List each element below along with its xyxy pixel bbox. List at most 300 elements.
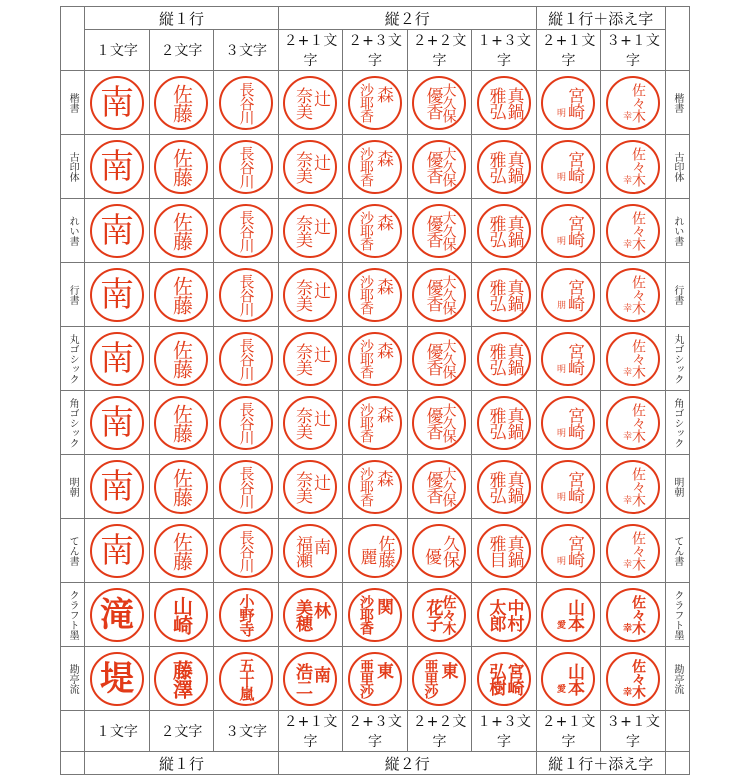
seal-stamp xyxy=(412,396,466,450)
stamp-cell xyxy=(85,71,150,135)
footer-corner-right xyxy=(665,711,689,752)
stamp-given-name-text: 優香 xyxy=(422,87,443,119)
stamp-surname-text: 真鍋 xyxy=(503,278,524,311)
stamp-cell xyxy=(407,391,472,455)
font-name-label: 勘亭流 xyxy=(671,663,683,694)
stamp-given-name-text: 沙耶香 xyxy=(357,211,374,250)
stamp-surname-text: 森 xyxy=(372,470,393,486)
stamp-cell xyxy=(278,455,343,519)
stamp-columns xyxy=(284,215,336,247)
stamp-columns xyxy=(348,147,402,186)
stamp-cell xyxy=(601,263,666,327)
stamp-columns xyxy=(412,275,466,314)
seal-stamp xyxy=(412,652,466,706)
seal-stamp xyxy=(477,204,531,258)
stamp-surname-text: 真鍋 xyxy=(503,214,524,247)
font-row xyxy=(61,327,690,391)
seal-stamp xyxy=(90,140,144,194)
font-name-label: 行書 xyxy=(671,284,683,305)
stamp-name-text: 佐藤 xyxy=(169,147,194,186)
font-row xyxy=(61,135,690,199)
footer-sub-row xyxy=(61,711,690,752)
seal-stamp xyxy=(348,652,402,706)
stamp-cell xyxy=(214,263,279,327)
font-name-right xyxy=(665,135,689,199)
stamp-cell xyxy=(472,455,537,519)
stamp-cell xyxy=(472,519,537,583)
stamp-surname-text: 辻 xyxy=(309,217,330,234)
seal-stamp xyxy=(348,396,402,450)
font-name-left xyxy=(61,391,85,455)
seal-stamp xyxy=(606,268,660,322)
stamp-name-text: 長谷川 xyxy=(237,465,256,508)
stamp-cell xyxy=(536,455,601,519)
seal-stamp xyxy=(412,204,466,258)
stamp-surname-text: 山本 xyxy=(563,662,584,695)
stamp-name-text: 長谷川 xyxy=(237,209,256,252)
stamp-columns xyxy=(614,275,652,314)
seal-stamp xyxy=(154,268,208,322)
stamp-cell xyxy=(472,71,537,135)
stamp-given-name-text: 奈美 xyxy=(291,342,312,375)
header-sub-label: ２+２文字 xyxy=(407,30,472,71)
stamp-given-name-text: 麗 xyxy=(356,547,377,564)
font-name-label: クラフト墨 xyxy=(67,589,79,640)
stamp-cell xyxy=(214,199,279,263)
stamp-cell xyxy=(407,455,472,519)
seal-stamp xyxy=(606,76,660,130)
stamp-name-text: 南 xyxy=(99,466,134,507)
stamp-cell xyxy=(472,263,537,327)
footer-corner-left xyxy=(61,752,85,775)
stamp-name-text: 南 xyxy=(99,146,134,187)
font-name-label: 楷書 xyxy=(67,92,79,113)
footer-sub-label: ３+１文字 xyxy=(601,711,666,752)
stamp-given-name-text: 美穂 xyxy=(291,598,312,631)
seal-stamp xyxy=(606,204,660,258)
font-name-label: 丸ゴシック xyxy=(671,333,683,384)
stamp-cell xyxy=(214,327,279,391)
stamp-columns xyxy=(348,339,402,378)
stamp-given-name-text: 亜里沙 xyxy=(357,659,374,698)
stamp-given-name-text: 優 xyxy=(420,547,441,564)
stamp-columns xyxy=(284,407,336,439)
footer-sub-label: ２文字 xyxy=(149,711,214,752)
stamp-given-name-text: 優香 xyxy=(422,407,443,439)
font-row xyxy=(61,647,690,711)
stamp-given-name-text: 雅弘 xyxy=(485,406,506,439)
stamp-cell xyxy=(343,519,408,583)
seal-stamp xyxy=(348,76,402,130)
stamp-cell xyxy=(149,519,214,583)
font-name-label: 明朝 xyxy=(67,476,79,497)
stamp-surname-text: 宮崎 xyxy=(563,150,584,183)
seal-stamp xyxy=(90,204,144,258)
stamp-columns xyxy=(284,599,336,631)
seal-stamp xyxy=(90,460,144,514)
seal-stamp xyxy=(348,460,402,514)
stamp-cell xyxy=(407,647,472,711)
stamp-surname-text: 大久保 xyxy=(440,403,457,442)
font-name-left xyxy=(61,135,85,199)
seal-stamp xyxy=(477,588,531,642)
stamp-surname-text: 宮崎 xyxy=(563,278,584,311)
stamp-surname-text: 佐々木 xyxy=(629,595,646,634)
stamp-cell xyxy=(536,647,601,711)
stamp-given-name-text: 雅弘 xyxy=(485,342,506,375)
stamp-cell xyxy=(407,71,472,135)
stamp-cell xyxy=(343,455,408,519)
stamp-columns xyxy=(614,339,652,378)
seal-stamp xyxy=(219,396,273,450)
stamp-given-name-text: 優香 xyxy=(422,343,443,375)
stamp-columns xyxy=(412,467,466,506)
stamp-columns xyxy=(614,595,652,634)
seal-stamp xyxy=(219,588,273,642)
stamp-surname-text: 南 xyxy=(309,665,330,682)
stamp-cell xyxy=(85,135,150,199)
stamp-given-name-text: 幸 xyxy=(620,303,631,311)
stamp-columns xyxy=(413,535,465,567)
stamp-given-name-text: 明 xyxy=(554,427,565,436)
stamp-surname-text: 辻 xyxy=(309,473,330,490)
stamp-given-name-text: 奈美 xyxy=(291,406,312,439)
seal-stamp xyxy=(219,332,273,386)
stamp-cell xyxy=(343,199,408,263)
stamp-columns xyxy=(614,659,652,698)
stamp-surname-text: 久保 xyxy=(438,534,459,567)
stamp-columns xyxy=(348,659,402,698)
seal-stamp xyxy=(606,588,660,642)
stamp-cell xyxy=(214,647,279,711)
stamp-surname-text: 東 xyxy=(437,662,458,678)
stamp-columns xyxy=(348,467,402,506)
stamp-columns xyxy=(284,663,336,695)
stamp-cell xyxy=(407,583,472,647)
stamp-surname-text: 佐々木 xyxy=(629,211,646,250)
stamp-surname-text: 関 xyxy=(372,598,393,614)
footer-sub-label: ２+２文字 xyxy=(407,711,472,752)
stamp-given-name-text: 沙耶香 xyxy=(357,147,374,186)
stamp-surname-text: 佐藤 xyxy=(374,534,395,567)
seal-stamp xyxy=(154,76,208,130)
stamp-cell xyxy=(85,199,150,263)
stamp-surname-text: 大久保 xyxy=(440,83,457,122)
stamp-cell xyxy=(278,519,343,583)
seal-stamp xyxy=(90,588,144,642)
seal-stamp xyxy=(477,140,531,194)
header-sub-label: ２+１文字 xyxy=(536,30,601,71)
stamp-surname-text: 宮崎 xyxy=(563,214,584,247)
seal-stamp xyxy=(541,396,595,450)
stamp-columns xyxy=(477,87,531,119)
stamp-surname-text: 大久保 xyxy=(440,147,457,186)
font-name-label: れい書 xyxy=(671,215,683,246)
stamp-given-name-text: 幸 xyxy=(620,111,631,119)
stamp-given-name-text: 朋 xyxy=(554,299,565,308)
stamp-cell xyxy=(149,199,214,263)
seal-stamp xyxy=(541,140,595,194)
stamp-cell xyxy=(343,391,408,455)
stamp-font-table xyxy=(60,6,690,775)
stamp-name-text: 南 xyxy=(99,338,134,379)
stamp-cell xyxy=(149,647,214,711)
stamp-given-name-text: 奈美 xyxy=(291,86,312,119)
font-row xyxy=(61,263,690,327)
stamp-surname-text: 真鍋 xyxy=(503,342,524,375)
stamp-name-text: 長谷川 xyxy=(237,81,256,124)
header-corner-left xyxy=(61,7,85,71)
stamp-given-name-text: 愛 xyxy=(554,683,565,692)
stamp-cell xyxy=(472,135,537,199)
stamp-cell xyxy=(149,263,214,327)
seal-stamp xyxy=(541,460,595,514)
stamp-columns xyxy=(546,663,590,695)
footer-corner-left xyxy=(61,711,85,752)
seal-stamp xyxy=(90,332,144,386)
seal-stamp xyxy=(606,140,660,194)
stamp-cell xyxy=(536,391,601,455)
seal-stamp xyxy=(541,524,595,578)
footer-group-vertical-2: 縦２行 xyxy=(278,752,536,775)
stamp-cell xyxy=(149,135,214,199)
stamp-name-text: 長谷川 xyxy=(237,337,256,380)
font-name-label: 楷書 xyxy=(671,92,683,113)
footer-group-vertical-1-with-sub: 縦１行＋添え字 xyxy=(536,752,665,775)
stamp-name-text: 長谷川 xyxy=(237,273,256,316)
stamp-cell xyxy=(536,199,601,263)
stamp-cell xyxy=(343,647,408,711)
stamp-cell xyxy=(407,199,472,263)
seal-stamp xyxy=(90,76,144,130)
stamp-given-name-text: 幸 xyxy=(620,495,631,503)
stamp-name-text: 南 xyxy=(99,530,134,571)
stamp-name-text: 長谷川 xyxy=(237,401,256,444)
seal-stamp xyxy=(283,524,337,578)
seal-stamp xyxy=(477,332,531,386)
stamp-surname-text: 佐々木 xyxy=(629,403,646,442)
stamp-cell xyxy=(601,455,666,519)
stamp-surname-text: 真鍋 xyxy=(503,150,524,183)
stamp-columns xyxy=(614,467,652,506)
stamp-columns xyxy=(412,403,466,442)
stamp-surname-text: 大久保 xyxy=(440,275,457,314)
stamp-cell xyxy=(278,647,343,711)
seal-stamp xyxy=(348,140,402,194)
stamp-given-name-text: 沙耶香 xyxy=(357,339,374,378)
stamp-given-name-text: 奈美 xyxy=(291,214,312,247)
seal-stamp xyxy=(348,332,402,386)
stamp-name-text: 長谷川 xyxy=(237,145,256,188)
footer-sub-label: ３文字 xyxy=(214,711,279,752)
stamp-cell xyxy=(407,327,472,391)
stamp-surname-text: 真鍋 xyxy=(503,406,524,439)
stamp-cell xyxy=(472,647,537,711)
stamp-surname-text: 大久保 xyxy=(440,211,457,250)
footer-group-row xyxy=(61,752,690,775)
stamp-given-name-text: 沙耶香 xyxy=(357,595,374,634)
stamp-cell xyxy=(214,71,279,135)
font-name-label: 古印体 xyxy=(67,151,79,182)
stamp-cell xyxy=(343,327,408,391)
seal-stamp xyxy=(477,76,531,130)
font-row xyxy=(61,391,690,455)
header-sub-label: １文字 xyxy=(85,30,150,71)
font-row xyxy=(61,455,690,519)
stamp-columns xyxy=(546,343,590,375)
stamp-given-name-text: 浩二 xyxy=(291,662,312,695)
font-row xyxy=(61,71,690,135)
stamp-cell xyxy=(214,135,279,199)
stamp-surname-text: 佐々木 xyxy=(629,275,646,314)
header-sub-label: ２+１文字 xyxy=(278,30,343,71)
font-name-left xyxy=(61,263,85,327)
seal-stamp xyxy=(606,652,660,706)
seal-stamp xyxy=(348,268,402,322)
stamp-cell xyxy=(536,71,601,135)
stamp-name-text: 南 xyxy=(99,210,134,251)
stamp-cell xyxy=(472,327,537,391)
seal-stamp xyxy=(283,140,337,194)
font-name-label: 行書 xyxy=(67,284,79,305)
stamp-cell xyxy=(214,391,279,455)
stamp-name-text: 佐藤 xyxy=(169,467,194,506)
font-name-label: 丸ゴシック xyxy=(67,333,79,384)
font-name-left xyxy=(61,455,85,519)
footer-group-vertical-1: 縦１行 xyxy=(85,752,279,775)
stamp-given-name-text: 明 xyxy=(554,171,565,180)
stamp-columns xyxy=(546,599,590,631)
stamp-name-text: 滝 xyxy=(99,594,134,635)
stamp-cell xyxy=(407,519,472,583)
stamp-given-name-text: 雅目 xyxy=(485,534,506,567)
seal-stamp xyxy=(219,140,273,194)
stamp-columns xyxy=(614,147,652,186)
stamp-surname-text: 南 xyxy=(309,537,330,554)
stamp-surname-text: 森 xyxy=(372,214,393,230)
seal-stamp xyxy=(283,652,337,706)
stamp-cell xyxy=(601,135,666,199)
seal-stamp xyxy=(154,588,208,642)
stamp-name-text: 南 xyxy=(99,402,134,443)
stamp-cell xyxy=(343,135,408,199)
stamp-given-name-text: 明 xyxy=(554,555,565,564)
seal-stamp xyxy=(477,652,531,706)
stamp-surname-text: 辻 xyxy=(309,153,330,170)
font-name-left xyxy=(61,647,85,711)
seal-stamp xyxy=(219,652,273,706)
stamp-surname-text: 中村 xyxy=(503,598,524,631)
font-name-label: てん書 xyxy=(671,535,683,566)
stamp-surname-text: 森 xyxy=(372,150,393,166)
stamp-cell xyxy=(85,263,150,327)
header-group-vertical-1: 縦１行 xyxy=(85,7,279,30)
stamp-given-name-text: 幸 xyxy=(620,367,631,375)
stamp-surname-text: 宮崎 xyxy=(563,534,584,567)
seal-stamp xyxy=(541,204,595,258)
seal-stamp xyxy=(541,588,595,642)
stamp-surname-text: 佐々木 xyxy=(629,147,646,186)
header-sub-label: ２文字 xyxy=(149,30,214,71)
font-name-label: 勘亭流 xyxy=(67,663,79,694)
stamp-columns xyxy=(546,407,590,439)
stamp-cell xyxy=(343,71,408,135)
seal-stamp xyxy=(541,332,595,386)
stamp-given-name-text: 沙耶香 xyxy=(357,83,374,122)
seal-stamp xyxy=(283,268,337,322)
stamp-columns xyxy=(546,471,590,503)
seal-stamp xyxy=(90,268,144,322)
stamp-cell xyxy=(278,391,343,455)
stamp-surname-text: 林 xyxy=(309,601,330,618)
seal-stamp xyxy=(541,652,595,706)
stamp-cell xyxy=(601,391,666,455)
stamp-given-name-text: 愛 xyxy=(554,619,565,628)
stamp-name-text: 南 xyxy=(99,82,134,123)
stamp-given-name-text: 幸 xyxy=(620,623,631,631)
font-name-right xyxy=(665,583,689,647)
stamp-cell xyxy=(278,199,343,263)
stamp-given-name-text: 雅弘 xyxy=(485,150,506,183)
stamp-columns xyxy=(546,151,590,183)
stamp-columns xyxy=(477,535,531,567)
stamp-cell xyxy=(536,519,601,583)
stamp-cell xyxy=(149,583,214,647)
seal-stamp xyxy=(477,460,531,514)
stamp-given-name-text: 福瀬 xyxy=(291,534,312,567)
seal-stamp xyxy=(219,76,273,130)
footer-sub-label: １文字 xyxy=(85,711,150,752)
stamp-cell xyxy=(149,327,214,391)
font-name-label: クラフト墨 xyxy=(671,589,683,640)
stamp-surname-text: 大久保 xyxy=(440,467,457,506)
stamp-cell xyxy=(85,647,150,711)
seal-stamp xyxy=(90,652,144,706)
stamp-cell xyxy=(601,583,666,647)
stamp-given-name-text: 幸 xyxy=(620,431,631,439)
stamp-given-name-text: 明 xyxy=(554,363,565,372)
footer-sub-label: ２+１文字 xyxy=(278,711,343,752)
stamp-cell xyxy=(85,583,150,647)
stamp-surname-text: 辻 xyxy=(309,281,330,298)
stamp-surname-text: 佐々木 xyxy=(629,83,646,122)
font-name-label: れい書 xyxy=(67,215,79,246)
stamp-cell xyxy=(601,327,666,391)
font-name-right xyxy=(665,327,689,391)
stamp-columns xyxy=(284,87,336,119)
stamp-columns xyxy=(477,663,531,695)
seal-stamp xyxy=(154,524,208,578)
seal-stamp xyxy=(154,652,208,706)
seal-stamp xyxy=(606,396,660,450)
footer-sub-label: ２+３文字 xyxy=(343,711,408,752)
stamp-surname-text: 東 xyxy=(372,662,393,678)
stamp-columns xyxy=(614,83,652,122)
stamp-cell xyxy=(214,583,279,647)
seal-stamp xyxy=(154,204,208,258)
stamp-columns xyxy=(284,279,336,311)
stamp-cell xyxy=(85,327,150,391)
stamp-surname-text: 山本 xyxy=(563,598,584,631)
stamp-cell xyxy=(536,327,601,391)
stamp-given-name-text: 幸 xyxy=(620,687,631,695)
seal-stamp xyxy=(283,332,337,386)
seal-stamp xyxy=(348,204,402,258)
font-name-left xyxy=(61,71,85,135)
seal-stamp xyxy=(90,524,144,578)
stamp-columns xyxy=(477,215,531,247)
font-name-right xyxy=(665,647,689,711)
